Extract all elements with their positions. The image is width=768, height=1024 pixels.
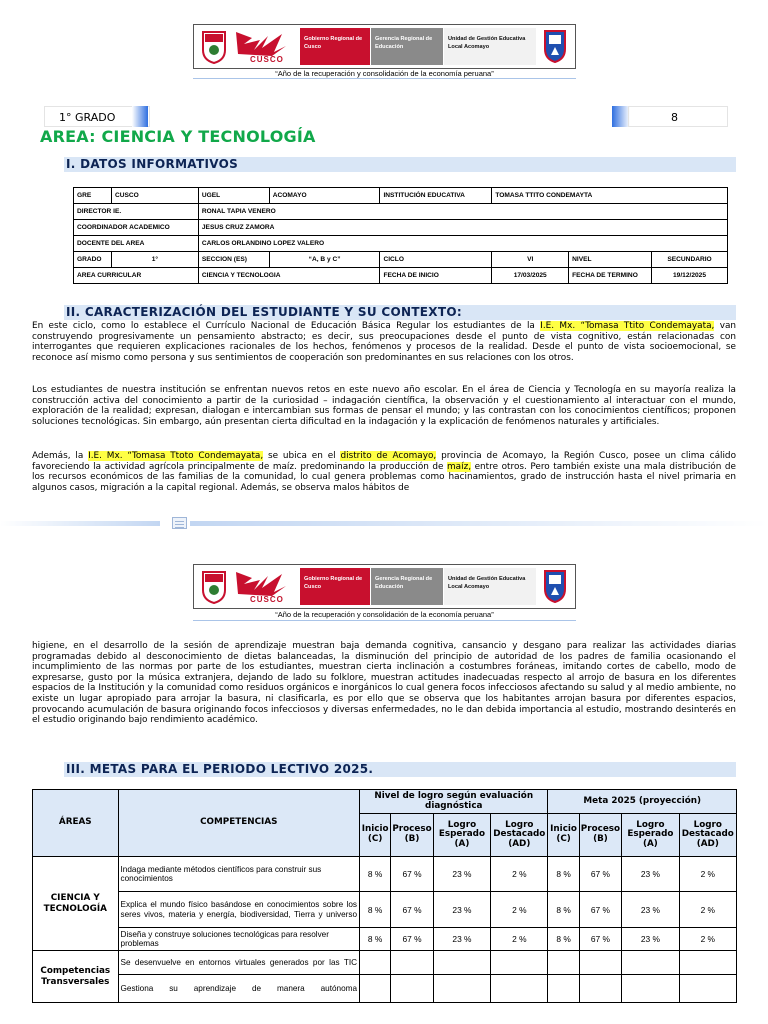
highlight-maiz: maíz,: [447, 461, 472, 472]
paragraph-3-text-b: se ubica en el: [263, 451, 341, 461]
area-curricular-label: AREA CURRICULAR: [74, 268, 199, 284]
ugel-label: Unidad de Gestión Educativa Local Acomayo: [444, 28, 536, 65]
ugel-field-label: UGEL: [198, 188, 269, 204]
institution-label: INSTITUCIÓN EDUCATIVA: [380, 188, 492, 204]
paragraph-3-text-a: Además, la: [32, 451, 89, 461]
value-cell: 67 %: [391, 892, 434, 928]
gre-label: GRE: [74, 188, 112, 204]
table-row: [33, 928, 737, 951]
year-motto: “Año de la recuperación y consolidación de la economía peruana”: [275, 69, 494, 78]
inicio-header: Inicio (C): [548, 814, 579, 857]
paragraph-1-text-b: van construyendo progresivamente un pensamiento abstracto; es decir, sus preocupaciones desde el punto de vista cognitivo, están relacionadas con interrogantes que requieren explicaciones racionales de los hechos, fenómenos y procesos de la realidad. Desde el punto de vista socioemocional, se reconoce así mismo como persona y sus sentimientos de cooperación son predominantes en sus relaciones con los otros.: [32, 321, 737, 363]
value-cell: 8 %: [360, 857, 391, 892]
week-number: 8: [628, 106, 728, 127]
grade-accent-bar: [132, 106, 148, 127]
destacado-header: Logro Destacado (AD): [679, 814, 736, 857]
area-curricular-value: CIENCIA Y TECNOLOGIA: [198, 268, 380, 284]
motto-divider: [193, 78, 576, 79]
value-cell: 2 %: [679, 928, 736, 951]
end-date-value: 19/12/2025: [652, 268, 728, 284]
table-row: [33, 857, 737, 892]
director-label: DIRECTOR IE.: [74, 204, 199, 220]
paragraph-1-text-a: En este ciclo, como lo establece el Currículo Nacional de Educación Básica Regular los estudiantes de la: [32, 321, 541, 331]
teacher-value: CARLOS ORLANDINO LOPEZ VALERO: [198, 236, 727, 252]
coordinator-value: JESUS CRUZ ZAMORA: [198, 220, 727, 236]
table-row: [33, 892, 737, 928]
value-cell: 2 %: [491, 928, 548, 951]
header-banner: [193, 24, 576, 69]
table-row: [74, 252, 728, 268]
areas-header: ÁREAS: [33, 790, 119, 857]
peru-coat-of-arms-icon: [200, 570, 228, 604]
area-transversales-cell: Competencias Transversales: [33, 951, 119, 1003]
area-ciencia-cell: CIENCIA Y TECNOLOGÍA: [33, 857, 119, 951]
datos-informativos-table: [73, 187, 728, 284]
start-date-label: FECHA DE INICIO: [380, 268, 492, 284]
page-break-line: [0, 521, 160, 526]
competencia-autonoma: Gestiona su aprendizaje de manera autónoma: [118, 975, 360, 1003]
page-break-line: [190, 521, 768, 526]
grade-label: 1° GRADO: [44, 106, 150, 127]
proceso-header: Proceso (B): [391, 814, 434, 857]
value-cell: 23 %: [622, 892, 679, 928]
year-motto: “Año de la recuperación y consolidación de la economía peruana”: [275, 610, 494, 619]
competencia-explica: Explica el mundo físico basándose en conocimientos sobre los seres vivos, materia y energía, biodiversidad, Tierra y universo: [118, 892, 360, 928]
proceso-header: Proceso (B): [579, 814, 622, 857]
value-cell: 23 %: [433, 928, 490, 951]
value-cell: 23 %: [622, 928, 679, 951]
competencias-header: COMPETENCIAS: [118, 790, 360, 857]
director-value: RONAL TAPIA VENERO: [198, 204, 727, 220]
gerencia-regional-label: Gerencia Regional de Educación: [371, 28, 443, 65]
end-date-label: FECHA DE TERMINO: [569, 268, 652, 284]
table-row: [74, 220, 728, 236]
paragraph-1: [32, 321, 736, 363]
esperado-header: Logro Esperado (A): [433, 814, 490, 857]
motto-divider: [193, 620, 576, 621]
institution-value: TOMASA TTITO CONDEMAYTA: [492, 188, 728, 204]
competencia-tic: Se desenvuelve en entornos virtuales generados por las TIC: [118, 951, 360, 975]
table-row: [74, 204, 728, 220]
table-row: [74, 188, 728, 204]
grado-value: 1°: [111, 252, 198, 268]
area-title: AREA: CIENCIA Y TECNOLOGÍA: [40, 127, 316, 146]
cusco-logo-text: CUSCO: [250, 595, 284, 604]
document-icon: [172, 517, 187, 529]
paragraph-4: higiene, en el desarrollo de la sesión de aprendizaje muestran baja demanda cognitiva, cansancio y desgano para realizar las actividades diarias programadas debido al desconocimiento de dietas balanceadas, la disminución del principio de autoridad de los padres de familia ocasionando el incumplimiento de las normas por parte de los estudiantes, muestran cierta inclinación a costumbres foráneas, imitando cortes de cabello, modo de expresarse, gusto por la música extranjera, dejando de lado su folklore, muestran actitudes inadecuadas respecto al arrojo de basura en los diferentes espacios de la Institución y la comunidad como residuos orgánicos e inorgánicos lo cual genera focos infecciosos afectando su salud y al medio ambiente, no existe un lugar apropiado para arrojar la basura, ni clasificarla, es por ello que se observa que los habitantes arrojan basura por diferentes espacios, provocando acumulación de basura originando focos infecciosos y diversas enfermedades, no le dan debida importancia al estudio, mostrando desinterés en el estudio originando bajo rendimiento académico.: [32, 641, 736, 726]
inicio-header: Inicio (C): [360, 814, 391, 857]
highlight-district: distrito de Acomayo,: [340, 451, 437, 461]
value-cell: 8 %: [548, 928, 579, 951]
section-caracterizacion-title: II. CARACTERIZACIÓN DEL ESTUDIANTE Y SU CONTEXTO:: [64, 305, 736, 320]
paragraph-3-text-c: provincia de Acomayo, la Región Cusco, posee un clima cálido favoreciendo la actividad agrícola principalmente de maíz. predominando la producción de: [32, 451, 737, 472]
destacado-header: Logro Destacado (AD): [491, 814, 548, 857]
teacher-label: DOCENTE DEL AREA: [74, 236, 199, 252]
gobierno-regional-label: Gobierno Regional de Cusco: [300, 28, 370, 65]
highlight-school-name: I.E. Mx. “Tomasa Ttoto Condemayata,: [88, 451, 264, 461]
value-cell: 67 %: [579, 892, 622, 928]
value-cell: 8 %: [548, 857, 579, 892]
ciclo-value: VI: [492, 252, 569, 268]
paragraph-3: [32, 451, 736, 493]
coordinator-label: COORDINADOR ACADEMICO: [74, 220, 199, 236]
competencia-indaga: Indaga mediante métodos científicos para construir sus conocimientos: [118, 857, 360, 892]
table-row: [33, 951, 737, 975]
nivel-value: SECUNDARIO: [652, 252, 728, 268]
highlight-school-name: I.E. Mx. “Tomasa Ttito Condemayata,: [540, 321, 715, 331]
header-banner: [193, 564, 576, 609]
value-cell: 23 %: [622, 857, 679, 892]
peru-coat-of-arms-icon: [200, 30, 228, 64]
value-cell: 2 %: [491, 892, 548, 928]
value-cell: 2 %: [491, 857, 548, 892]
value-cell: 67 %: [391, 928, 434, 951]
ugel-label: Unidad de Gestión Educativa Local Acomayo: [444, 568, 536, 605]
gobierno-regional-label: Gobierno Regional de Cusco: [300, 568, 370, 605]
ciclo-label: CICLO: [380, 252, 492, 268]
value-cell: 23 %: [433, 892, 490, 928]
value-cell: 8 %: [360, 892, 391, 928]
table-row: [74, 236, 728, 252]
nivel-label: NIVEL: [569, 252, 652, 268]
paragraph-3-text-d: entre otros. Pero también existe una mala distribución de los recursos económicos de las familias de la comunidad, lo cual genera problemas como hacinamientos, grado de instrucción hasta el nivel primaria en algunos casos, migración a la capital regional. Además, se observa malos hábitos de: [32, 461, 736, 493]
school-shield-icon: [543, 29, 567, 63]
cusco-logo-text: CUSCO: [250, 55, 284, 64]
gre-value: CUSCO: [111, 188, 198, 204]
competencia-disena: Diseña y construye soluciones tecnológicas para resolver problemas: [118, 928, 360, 951]
value-cell: 67 %: [579, 857, 622, 892]
table-row: [33, 975, 737, 1003]
start-date-value: 17/03/2025: [492, 268, 569, 284]
value-cell: 2 %: [679, 857, 736, 892]
grado-label: GRADO: [74, 252, 112, 268]
section-metas-title: III. METAS PARA EL PERIODO LECTIVO 2025.: [64, 762, 736, 777]
esperado-header: Logro Esperado (A): [622, 814, 679, 857]
value-cell: 8 %: [548, 892, 579, 928]
value-cell: 2 %: [679, 892, 736, 928]
meta-2025-header: Meta 2025 (proyección): [548, 790, 737, 814]
nivel-logro-header: Nivel de logro según evaluación diagnóstica: [360, 790, 548, 814]
value-cell: 67 %: [391, 857, 434, 892]
ugel-value: ACOMAYO: [269, 188, 380, 204]
gerencia-regional-label: Gerencia Regional de Educación: [371, 568, 443, 605]
paragraph-2: Los estudiantes de nuestra institución se enfrentan nuevos retos en este nuevo año escolar. En el área de Ciencia y Tecnología en su mayoría realiza la construcción activa del conocimiento a partir de la curiosidad – indagación científica, la observación y el cuestionamiento al interactuar con el mundo, exploración de la realidad; expresan, dialogan e intercambian sus formas de pensar el mundo; y las contrastan con los conocimientos científicos; proponen soluciones tecnológicas. Sin embargo, aún presentan cierta dificultad en la indagación y la explicación de fenómenos naturales y artificiales.: [32, 385, 736, 427]
metas-table: [32, 789, 737, 1003]
value-cell: 23 %: [433, 857, 490, 892]
seccion-value: “A, B y C”: [269, 252, 380, 268]
school-shield-icon: [543, 569, 567, 603]
section-datos-title: I. DATOS INFORMATIVOS: [64, 157, 736, 172]
seccion-label: SECCION (ES): [198, 252, 269, 268]
value-cell: 67 %: [579, 928, 622, 951]
table-row: [74, 268, 728, 284]
table-row: [33, 790, 737, 814]
value-cell: 8 %: [360, 928, 391, 951]
